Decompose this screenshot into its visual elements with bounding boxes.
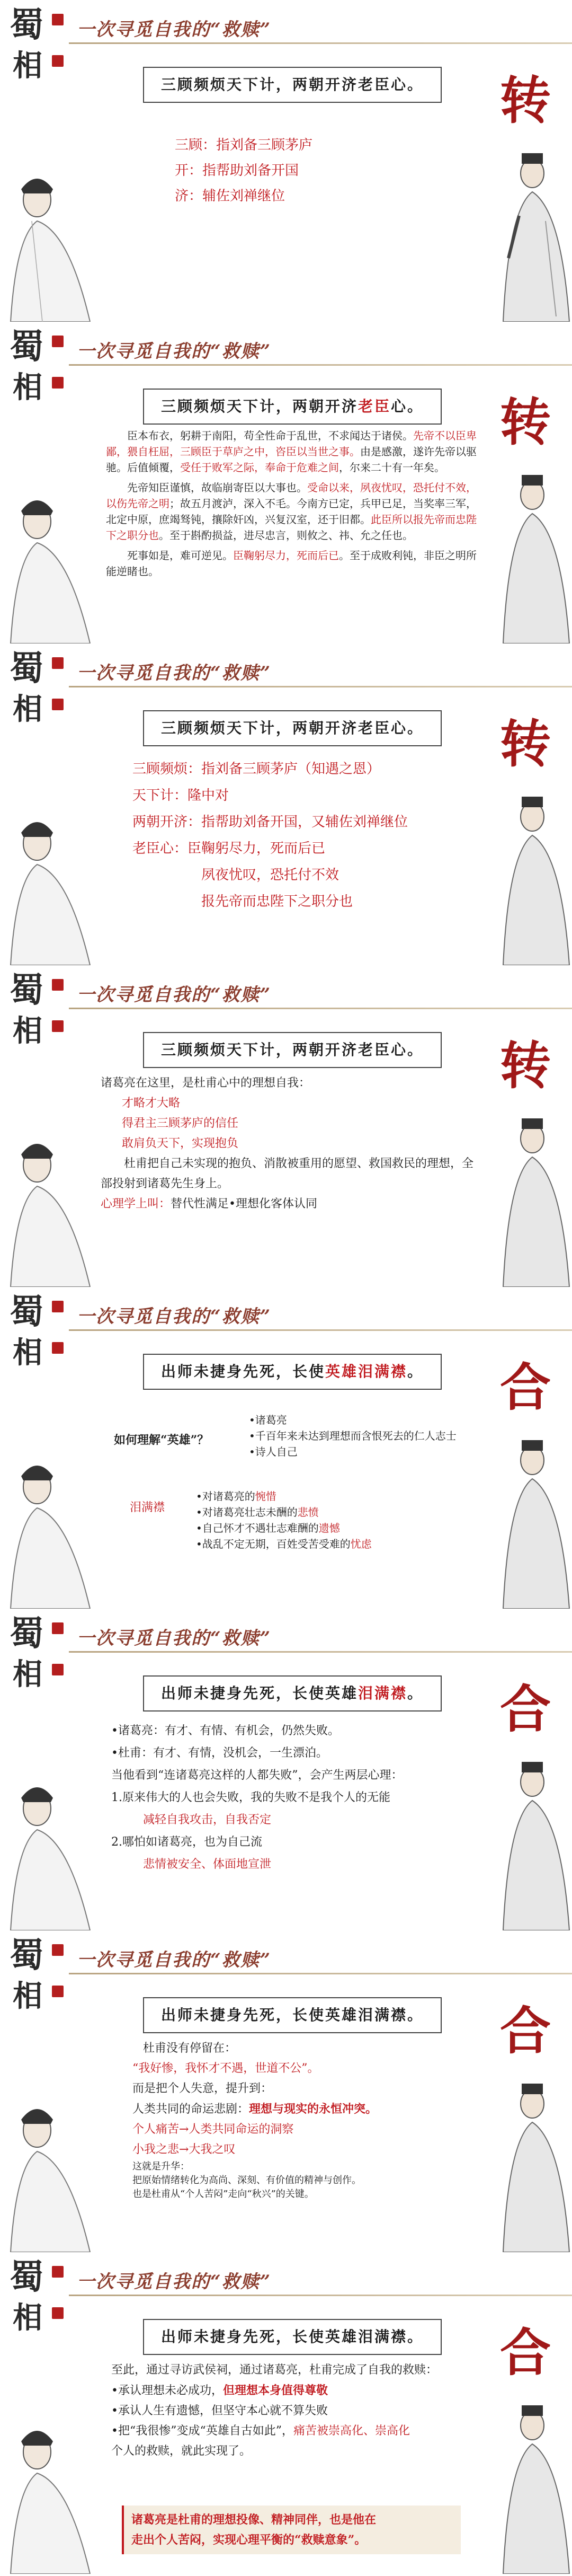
passage-highlight: 受命以来，夙夜忧叹，恐托付不效，以伤先帝之明: [106, 481, 477, 510]
tail-label: 心理学上叫：: [101, 1197, 171, 1211]
header-rule: [69, 2295, 572, 2296]
seal-icon: [52, 1020, 64, 1032]
header-title: 一次寻觅自我的“救赎”: [77, 19, 272, 40]
conc-line: [111, 2421, 493, 2441]
analysis-line: 减轻自我攻击，自我否定: [143, 1813, 272, 1827]
analysis: [111, 1720, 493, 1876]
header-rule: [69, 364, 572, 366]
sublimation: [132, 2039, 493, 2201]
seal-icon: [52, 1944, 64, 1956]
sub-line: 个人痛苦→人类共同命运的洞察: [132, 2123, 294, 2136]
poem-box: 三顾频烦天下计，两朝开济老臣心。: [143, 67, 442, 103]
analysis-line: 悲情被安全、体面地宣泄: [143, 1858, 272, 1871]
slide-2: [0, 322, 572, 643]
analysis-line: 当他看到“连诸葛亮这样的人都失败”，会产生两层心理：: [111, 1769, 403, 1782]
seal-icon: [52, 1664, 64, 1675]
analysis-tail: [101, 1194, 482, 1214]
poem-box: 出师未捷身先死，长使英雄泪满襟。: [143, 1997, 442, 2033]
sub-line: 小我之悲→大我之叹: [132, 2143, 236, 2156]
definition: 指帮助刘备开国，又辅佐刘禅继位: [201, 814, 408, 830]
analysis-line: 2.哪怕如诸葛亮，也为自己流: [111, 1836, 262, 1849]
sub-line: 杜甫没有停留在：: [143, 2042, 237, 2055]
zhuge-liang-figure-icon: [482, 2394, 572, 2574]
header-rule: [69, 42, 572, 44]
passage-text: ；故五月渡泸，深入不毛。今南方已定，兵甲已足，当奖率三军，北定中原，庶竭驽钝，攘除奸凶，兴复汉室，还于旧都。: [106, 497, 477, 526]
seal-icon: [52, 336, 64, 347]
tears-tag: 泪满襟: [130, 1501, 165, 1514]
sub-line: 把原始情绪转化为高尚、深刻、有价值的精神与创作。: [132, 2175, 361, 2186]
hero-item: •千百年来未达到理想而含恨死去的仁人志士: [249, 1430, 457, 1442]
hero-item: •诸葛亮: [249, 1414, 287, 1426]
big-char: 转: [500, 714, 551, 774]
poem-box: [143, 1675, 442, 1712]
seal-icon: [52, 979, 64, 991]
passage-text: 臣本布衣，躬耕于南阳，苟全性命于乱世，不求闻达于诸侯。: [127, 429, 413, 442]
analysis-line: •杜甫：有才、有情，没机会，一生漂泊。: [111, 1746, 328, 1760]
du-fu-figure-icon: [0, 163, 101, 322]
big-char: 合: [500, 2001, 551, 2061]
passage-highlight: 受任于败军之际，奉命于危难之间: [180, 461, 339, 474]
emotion-item: [196, 1520, 461, 1536]
emotion-key: 悲愤: [297, 1506, 319, 1519]
xiang-char: 相: [13, 48, 42, 83]
conc-key: 痛苦被崇高化、崇高化: [293, 2424, 410, 2438]
header-title: 一次寻觅自我的“救赎”: [77, 1949, 272, 1971]
slide-6: [0, 1609, 572, 1930]
big-char: 转: [500, 70, 551, 130]
passage-highlight: 先帝不以臣卑鄙，猥自枉屈，三顾臣于草庐之中，咨臣以当世之事。: [106, 429, 477, 458]
sub-line: “我好惨，我怀才不遇，世道不公”。: [132, 2062, 319, 2075]
seal-icon: [52, 1622, 64, 1634]
conc-line: •承认人生有遗憾，但坚守本心就不算失败: [111, 2404, 328, 2418]
poem-box: 出师未捷身先死，长使英雄泪满襟。: [143, 2319, 442, 2355]
slide-1: [0, 0, 572, 322]
emotion-list: [196, 1488, 461, 1552]
xiang-char: 相: [13, 1657, 42, 1692]
xiang-char: 相: [13, 1013, 42, 1048]
seal-icon: [52, 14, 64, 25]
summary-line: 走出个人苦闷，实现心理平衡的“救赎意象”。: [131, 2533, 367, 2547]
du-fu-figure-icon: [0, 2415, 101, 2574]
analysis-point: 得君主三顾茅庐的信任: [122, 1117, 239, 1130]
analysis-line: 1.原来伟大的人也会失败，我的失败不是我个人的无能: [111, 1791, 390, 1804]
shu-char: 蜀: [10, 327, 43, 367]
passage-highlight: 臣鞠躬尽力，死而后已: [233, 549, 339, 562]
shu-char: 蜀: [10, 2257, 43, 2297]
shu-char: 蜀: [10, 1292, 43, 1332]
big-char: 合: [500, 1679, 551, 1739]
explanation-line: 报先帝而忠陛下之职分也: [201, 894, 353, 910]
header-rule: [69, 686, 572, 687]
poem-text: 。: [407, 1363, 424, 1380]
annotation-list: [175, 133, 312, 209]
seal-icon: [52, 1986, 64, 1997]
analysis-intro: 诸葛亮在这里，是杜甫心中的理想自我：: [101, 1077, 311, 1090]
hero-item: •诗人自己: [249, 1445, 298, 1458]
xiang-char: 相: [13, 692, 42, 727]
conc-key: 但理想本身值得尊敬: [222, 2384, 328, 2397]
zhuge-liang-figure-icon: [482, 1750, 572, 1930]
sub-line: 而是把个人失意，提升到：: [132, 2082, 273, 2095]
header-title: 一次寻觅自我的“救赎”: [77, 1628, 272, 1649]
poem-highlight: 英雄泪满襟: [325, 1363, 407, 1380]
explanation-list: [132, 756, 408, 915]
du-fu-figure-icon: [0, 1771, 101, 1930]
passage-para-1: [106, 428, 477, 475]
conc-line: [111, 2380, 493, 2401]
du-fu-figure-icon: [0, 2093, 101, 2252]
definition: 隆中对: [187, 788, 229, 804]
poem-text: 三顾频烦天下计，两朝开济: [160, 398, 358, 415]
poem-box: 三顾频烦天下计，两朝开济老臣心。: [143, 710, 442, 746]
shu-char: 蜀: [10, 1936, 43, 1975]
seal-icon: [52, 1342, 64, 1354]
explanation-line: 夙夜忧叹，恐托付不效: [201, 867, 339, 883]
header-title: 一次寻觅自我的“救赎”: [77, 341, 272, 362]
tail-value: 替代性满足•理想化客体认同: [171, 1197, 317, 1211]
summary-line: 诸葛亮是杜甫的理想投像、精神同伴，也是他在: [131, 2513, 377, 2527]
seal-icon: [52, 1301, 64, 1312]
shu-char: 蜀: [10, 971, 43, 1010]
zhuge-liang-figure-icon: [482, 785, 572, 965]
poem-box: [143, 1354, 442, 1390]
explanation-line: [132, 782, 408, 809]
header-title: 一次寻觅自我的“救赎”: [77, 1306, 272, 1327]
sub-label: 人类共同的命运悲剧：: [132, 2103, 249, 2116]
seal-icon: [52, 2307, 64, 2319]
sub-line: [132, 2099, 493, 2120]
passage-highlight: 此臣所以报先帝而忠陛下之职分也: [106, 513, 477, 542]
passage-para-2: [106, 480, 477, 543]
term: 老臣心：: [132, 841, 188, 857]
header-rule: [69, 1651, 572, 1653]
analysis-paragraph: 杜甫把自己未实现的抱负、消散被重用的愿望、救国救民的理想，全部投射到诸葛先生身上。: [101, 1157, 474, 1190]
question: 如何理解“英雄”？: [114, 1433, 209, 1447]
big-char: 转: [500, 1036, 551, 1096]
header-rule: [69, 1329, 572, 1331]
seal-icon: [52, 377, 64, 389]
explanation-line: [132, 809, 408, 835]
emotion-item: [196, 1488, 461, 1504]
shu-char: 蜀: [10, 5, 43, 45]
du-fu-figure-icon: [0, 1128, 101, 1287]
emotion-item: [196, 1536, 461, 1552]
du-fu-figure-icon: [0, 806, 101, 965]
slide-8: [0, 2252, 572, 2574]
annotation-line: 开：指帮助刘备开国: [175, 163, 299, 179]
poem-box: 三顾频烦天下计，两朝开济老臣心。: [143, 1032, 442, 1068]
seal-icon: [52, 699, 64, 710]
emotion-text: •对诸葛亮的: [196, 1490, 255, 1503]
annotation-line: 三顾：指刘备三顾茅庐: [175, 137, 313, 153]
emotion-item: [196, 1504, 461, 1520]
zhuge-liang-figure-icon: [482, 1107, 572, 1287]
header-title: 一次寻觅自我的“救赎”: [77, 2271, 272, 2292]
seal-icon: [52, 55, 64, 67]
sub-key: 理想与现实的永恒冲突。: [249, 2102, 378, 2116]
seal-icon: [52, 657, 64, 669]
header-title: 一次寻觅自我的“救赎”: [77, 984, 272, 1005]
conclusion: [111, 2360, 493, 2462]
emotion-key: 遗憾: [318, 1522, 340, 1534]
big-char: 合: [500, 2323, 551, 2383]
annotation-line: 济：辅佐刘禅继位: [175, 188, 285, 204]
conc-line: 至此，通过寻访武侯祠，通过诸葛亮，杜甫完成了自我的救赎：: [111, 2363, 438, 2377]
hero-list: [249, 1412, 503, 1460]
emotion-text: •战乱不定无期，百姓受苦受难的: [196, 1538, 351, 1550]
passage-para-3: [106, 548, 477, 579]
analysis-point: 敢肩负天下，实现抱负: [122, 1137, 239, 1150]
seal-icon: [52, 2266, 64, 2278]
slide-4: [0, 965, 572, 1287]
xiang-char: 相: [13, 2300, 42, 2335]
slide-3: [0, 643, 572, 965]
zhuge-liang-figure-icon: [482, 463, 572, 643]
header-rule: [69, 1973, 572, 1974]
sub-line: 也是杜甫从“个人苦闷”走向“秋兴”的关键。: [132, 2189, 314, 2200]
term: 天下计：: [132, 788, 188, 804]
conc-text: •把“我很惨”变成“英雄自古如此”，: [111, 2424, 293, 2438]
shu-char: 蜀: [10, 649, 43, 689]
du-fu-figure-icon: [0, 484, 101, 643]
header-rule: [69, 1008, 572, 1009]
poem-highlight: 老臣: [358, 398, 391, 415]
zhuge-liang-figure-icon: [482, 142, 572, 322]
big-char: 合: [500, 1357, 551, 1417]
passage-text: 。至于成败利钝，非臣之明所能逆睹也。: [106, 549, 477, 578]
shu-char: 蜀: [10, 1614, 43, 1654]
term: 三顾频烦：: [132, 761, 202, 777]
summary-box: [122, 2506, 461, 2554]
conc-text: •承认理想未必成功，: [111, 2384, 223, 2397]
explanation-line: [132, 835, 408, 862]
emotion-key: 惋惜: [255, 1490, 276, 1503]
xiang-char: 相: [13, 370, 42, 405]
poem-highlight: 泪满襟: [358, 1684, 407, 1702]
big-char: 转: [500, 392, 551, 452]
slide-7: [0, 1930, 572, 2252]
passage-text: 先帝知臣谨慎，故临崩寄臣以大事也。: [127, 481, 307, 494]
passage-text: 。至于斟酌损益，进尽忠言，则攸之、祎、允之任也。: [159, 529, 413, 542]
slide-5: [0, 1287, 572, 1609]
analysis-point: 才略才大略: [122, 1097, 181, 1110]
poem-text: 出师未捷身先死，长使: [160, 1363, 325, 1380]
poem-text: 心。: [391, 398, 424, 415]
term: 两朝开济：: [132, 814, 202, 830]
header-title: 一次寻觅自我的“救赎”: [77, 663, 272, 684]
analysis-line: •诸葛亮：有才、有情、有机会，仍然失败。: [111, 1724, 339, 1737]
du-fu-figure-icon: [0, 1450, 101, 1609]
passage-text: 由是感激，遂许先帝以驱驰。后值倾覆，: [106, 445, 477, 474]
poem-text: 出师未捷身先死，长使英雄: [160, 1684, 358, 1702]
zhuge-liang-figure-icon: [482, 2072, 572, 2252]
poem-box: [143, 389, 442, 425]
passage: [106, 428, 477, 579]
passage-text: ，尔来二十有一年矣。: [339, 461, 445, 474]
definition: 臣鞠躬尽力，死而后已: [187, 841, 326, 857]
poem-text: 。: [407, 1684, 424, 1702]
emotion-text: •对诸葛亮壮志未酬的: [196, 1506, 298, 1519]
sub-line: 这就是升华：: [132, 2161, 190, 2172]
passage-text: 死事如是，难可逆见。: [127, 549, 233, 562]
emotion-key: 忧虑: [350, 1538, 372, 1550]
emotion-text: •自己怀才不遇壮志难酬的: [196, 1522, 319, 1534]
analysis: [101, 1073, 482, 1214]
xiang-char: 相: [13, 1335, 42, 1370]
definition: 指刘备三顾茅庐（知遇之恩）: [201, 761, 381, 777]
explanation-line: [132, 756, 408, 782]
xiang-char: 相: [13, 1979, 42, 2014]
conc-line: 个人的救赎，就此实现了。: [111, 2445, 252, 2458]
